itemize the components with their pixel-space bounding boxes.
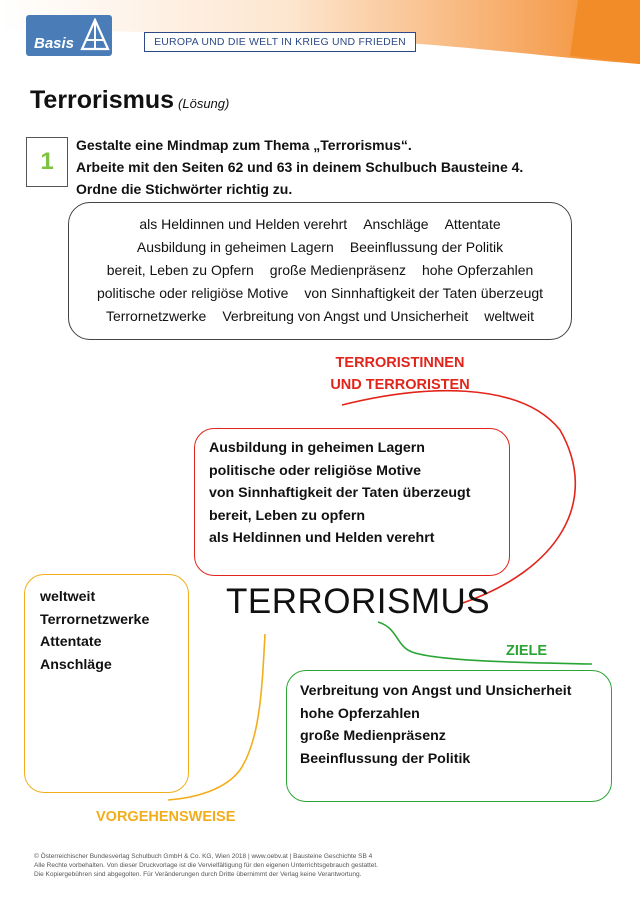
keyword: große Medienpräsenz [269, 262, 406, 278]
keyword: politische oder religiöse Motive [96, 285, 289, 301]
keyword: hohe Opferzahlen [421, 262, 534, 278]
keyword: Anschläge [363, 216, 429, 232]
branch-label-line: UND TERRORISTEN [330, 377, 470, 393]
branch-item: Verbreitung von Angst und Unsicherheit [300, 683, 572, 699]
branch-item: hohe Opferzahlen [300, 705, 420, 722]
page-title-text: Terrorismus [30, 86, 175, 114]
branch-item: große Medienpräsenz [300, 728, 446, 744]
branch-label-line: TERRORISTINNEN [335, 355, 465, 371]
branch-item: bereit, Leben zu opfern [209, 507, 366, 524]
footer-line: © Österreichischer Bundesverlag Schulbuch GmbH & Co. KG, Wien 2018 | www.oebv.at | Bausteine Geschichte SB 4 [34, 853, 373, 860]
task-line: Gestalte eine Mindmap zum Thema „Terrorismus“. [76, 137, 412, 153]
keyword: Attentate [444, 216, 501, 232]
branch-label-ziele: ZIELE [506, 643, 548, 659]
branch-item: als Heldinnen und Helden verehrt [209, 530, 435, 546]
footer-line: Alle Rechte vorbehalten. Von dieser Druckvorlage ist die Vervielfältigung für den eigenen Unterrichtsgebrauch gestattet. [34, 862, 378, 869]
page-title-note: (Lösung) [178, 96, 230, 111]
copyright-footer [34, 852, 378, 879]
keyword: Terrornetzwerke [105, 308, 207, 324]
branch-label-vorgehensweise: VORGEHENSWEISE [96, 809, 236, 825]
branch-item: politische oder religiöse Motive [209, 462, 422, 479]
task-line: Ordne die Stichwörter richtig zu. [76, 181, 293, 197]
keyword: Verbreitung von Angst und Unsicherheit [222, 308, 469, 324]
keyword: Beeinflussung der Politik [349, 239, 504, 255]
keyword: weltweit [484, 308, 535, 324]
connector-ziele [378, 622, 592, 664]
branch-item: Terrornetzwerke [40, 611, 150, 628]
mindmap-center: TERRORISMUS [226, 582, 491, 621]
branch-item: weltweit [40, 589, 96, 605]
branch-item: Attentate [40, 634, 102, 650]
task-line: Arbeite mit den Seiten 62 und 63 in deinem Schulbuch Bausteine 4. [76, 159, 524, 175]
keyword: von Sinnhaftigkeit der Taten überzeugt [304, 285, 544, 301]
branch-items-ziele [300, 680, 571, 770]
branch-item: Beeinflussung der Politik [300, 750, 471, 767]
branch-items-terroristen [209, 437, 470, 550]
logo-text: Basis [34, 35, 75, 52]
branch-item: von Sinnhaftigkeit der Taten überzeugt [209, 485, 471, 501]
branch-label-terroristen [300, 352, 500, 396]
footer-line: Die Kopiergebühren sind abgegolten. Für Veränderungen durch Dritte übernimmt der Verlag keine Verantwortung. [34, 871, 362, 878]
branch-item: Ausbildung in geheimen Lagern [209, 440, 425, 456]
branch-items-vorgehensweise [40, 586, 149, 676]
branch-item: Anschläge [40, 656, 112, 673]
keyword: bereit, Leben zu Opfern [106, 262, 254, 278]
task-number: 1 [26, 137, 68, 187]
keyword: als Heldinnen und Helden verehrt [139, 216, 348, 232]
keyword: Ausbildung in geheimen Lagern [136, 239, 334, 255]
series-title: EUROPA UND DIE WELT IN KRIEG UND FRIEDEN [144, 32, 416, 52]
